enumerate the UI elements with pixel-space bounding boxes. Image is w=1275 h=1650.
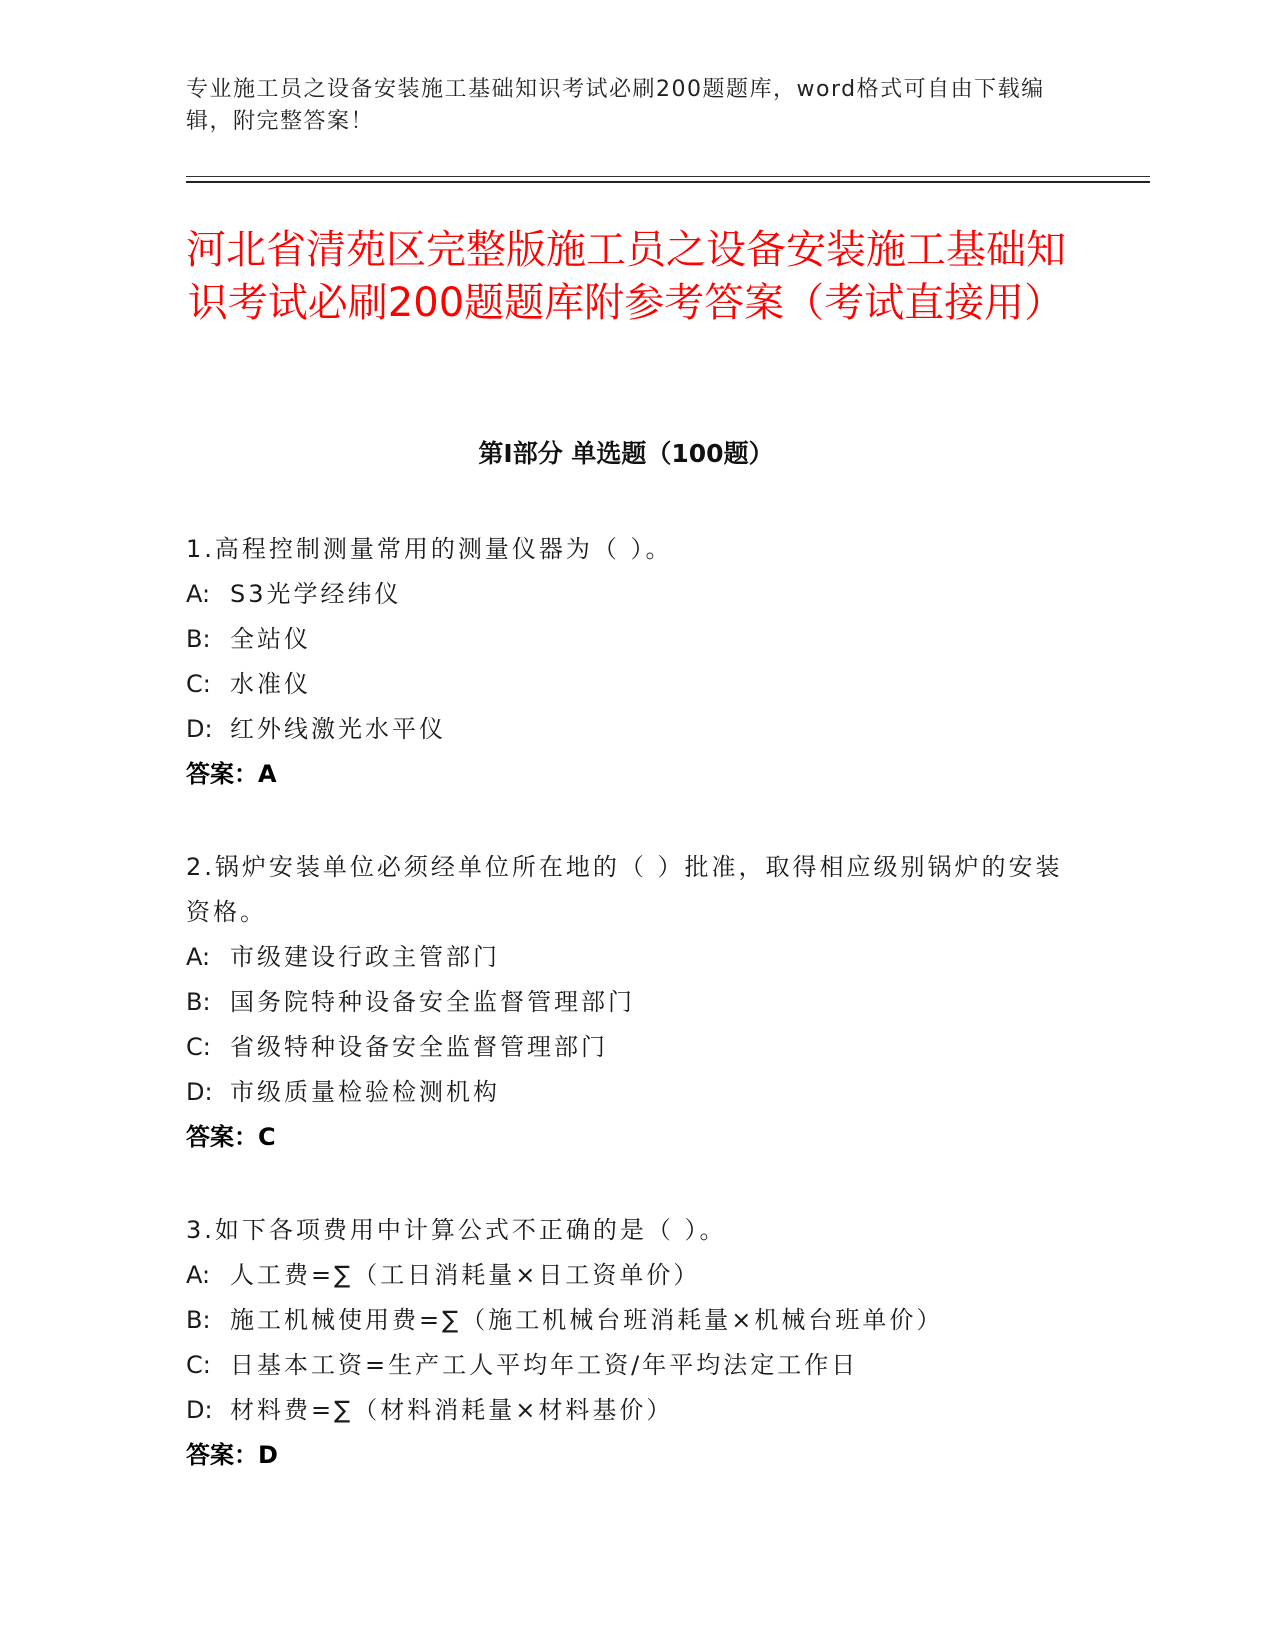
option-key: A: [186, 580, 211, 608]
option-d [186, 707, 1076, 752]
answer: 答案：C [186, 1123, 276, 1151]
option-text: 市级建设行政主管部门 [230, 943, 500, 971]
answer: 答案：A [186, 760, 277, 788]
option-text: 市级质量检验检测机构 [230, 1078, 500, 1106]
option-b [186, 1298, 1076, 1343]
option-key: D: [186, 1078, 213, 1106]
option-text: 省级特种设备安全监督管理部门 [230, 1033, 608, 1061]
option-d [186, 1388, 1076, 1433]
option-a [186, 572, 1076, 617]
option-b [186, 980, 1076, 1025]
header-divider-thin [186, 176, 1150, 177]
option-a [186, 1253, 1076, 1298]
option-key: A: [186, 1261, 211, 1289]
option-key: A: [186, 943, 211, 971]
option-text: 国务院特种设备安全监督管理部门 [230, 988, 635, 1016]
option-key: B: [186, 988, 211, 1016]
option-text: 水准仪 [230, 670, 311, 698]
option-key: B: [186, 625, 211, 653]
question-3 [186, 1208, 1076, 1478]
option-text: 人工费=∑（工日消耗量×日工资单价） [230, 1261, 701, 1289]
option-b [186, 617, 1076, 662]
document-title: 河北省清苑区完整版施工员之设备安装施工基础知识考试必刷200题题库附参考答案（考试直接用） [186, 227, 1066, 326]
option-text: 日基本工资=生产工人平均年工资/年平均法定工作日 [230, 1351, 859, 1379]
question-stem: 1.高程控制测量常用的测量仪器为（ ）。 [186, 535, 673, 563]
option-key: D: [186, 1396, 213, 1424]
option-text: S3光学经纬仪 [230, 580, 402, 608]
header-note: 专业施工员之设备安装施工基础知识考试必刷200题题库，word格式可自由下载编辑，附完整答案！ [186, 77, 1045, 134]
option-c [186, 1343, 1076, 1388]
question-1 [186, 527, 1076, 797]
question-list [186, 527, 1076, 1526]
question-2 [186, 845, 1076, 1160]
header-divider-thick [186, 181, 1150, 183]
option-d [186, 1070, 1076, 1115]
option-key: D: [186, 715, 213, 743]
option-key: C: [186, 1033, 211, 1061]
option-key: C: [186, 670, 211, 698]
option-text: 红外线激光水平仪 [230, 715, 446, 743]
answer: 答案：D [186, 1441, 278, 1469]
question-stem: 3.如下各项费用中计算公式不正确的是（ ）。 [186, 1216, 727, 1244]
option-key: B: [186, 1306, 211, 1334]
section-title: 第Ⅰ部分 单选题（100题） [478, 439, 774, 468]
option-text: 全站仪 [230, 625, 311, 653]
option-text: 施工机械使用费=∑（施工机械台班消耗量×机械台班单价） [230, 1306, 944, 1334]
option-text: 材料费=∑（材料消耗量×材料基价） [230, 1396, 674, 1424]
question-stem: 2.锅炉安装单位必须经单位所在地的（ ）批准，取得相应级别锅炉的安装资格。 [186, 853, 1063, 926]
option-c [186, 662, 1076, 707]
option-a [186, 935, 1076, 980]
option-c [186, 1025, 1076, 1070]
option-key: C: [186, 1351, 211, 1379]
